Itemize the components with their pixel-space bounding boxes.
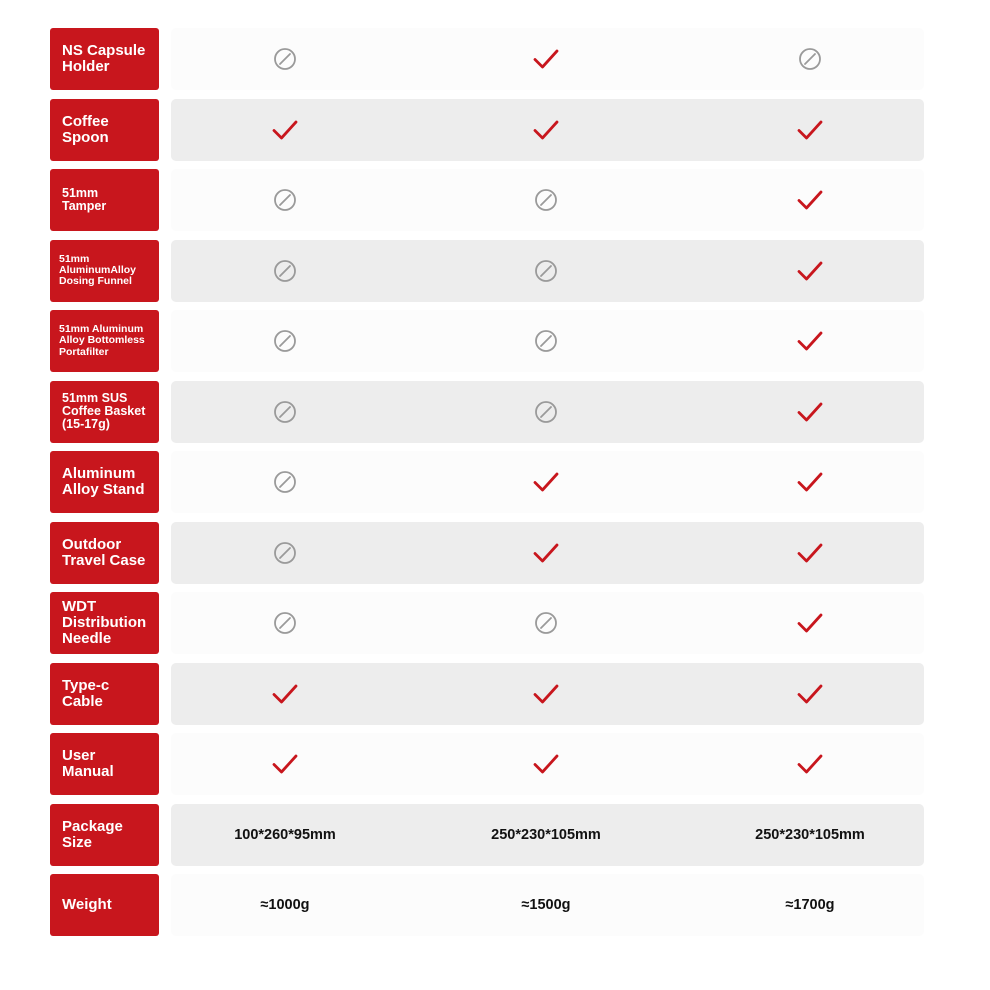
table-cell xyxy=(205,663,365,725)
table-cell xyxy=(466,310,626,372)
table-cell xyxy=(466,28,626,90)
table-cell xyxy=(466,169,626,231)
table-row xyxy=(50,592,924,654)
table-cell xyxy=(466,874,626,936)
table-cell xyxy=(205,522,365,584)
table-row xyxy=(50,240,924,302)
not-available-icon xyxy=(271,539,299,567)
row-label: Type-c Cable xyxy=(50,663,159,725)
checkmark-icon xyxy=(796,398,824,426)
table-row xyxy=(50,522,924,584)
table-cell xyxy=(205,169,365,231)
table-cell xyxy=(730,169,890,231)
table-cell xyxy=(730,522,890,584)
table-cell xyxy=(466,522,626,584)
row-label: Coffee Spoon xyxy=(50,99,159,161)
table-cell xyxy=(205,310,365,372)
row-label: NS Capsule Holder xyxy=(50,28,159,90)
checkmark-icon xyxy=(532,116,560,144)
cell-value: ≈1000g xyxy=(260,897,310,913)
table-cell xyxy=(205,592,365,654)
table-row xyxy=(50,310,924,372)
table-row xyxy=(50,381,924,443)
table-cell xyxy=(466,381,626,443)
not-available-icon xyxy=(271,327,299,355)
table-cell xyxy=(205,451,365,513)
table-cell xyxy=(730,381,890,443)
table-cell xyxy=(205,733,365,795)
checkmark-icon xyxy=(796,116,824,144)
table-cell xyxy=(730,28,890,90)
table-cell xyxy=(730,733,890,795)
checkmark-icon xyxy=(796,609,824,637)
not-available-icon xyxy=(532,609,560,637)
table-cell xyxy=(466,451,626,513)
table-row xyxy=(50,874,924,936)
not-available-icon xyxy=(796,45,824,73)
row-label: Aluminum Alloy Stand xyxy=(50,451,159,513)
not-available-icon xyxy=(271,186,299,214)
table-cell xyxy=(730,592,890,654)
table-row xyxy=(50,169,924,231)
table-cell xyxy=(205,381,365,443)
row-label: 51mm Aluminum Alloy Bottomless Portafilter xyxy=(50,310,159,372)
cell-value: 100*260*95mm xyxy=(234,826,336,843)
checkmark-icon xyxy=(271,116,299,144)
checkmark-icon xyxy=(796,257,824,285)
not-available-icon xyxy=(532,186,560,214)
row-label: WDT Distribution Needle xyxy=(50,592,159,654)
table-row xyxy=(50,733,924,795)
checkmark-icon xyxy=(532,468,560,496)
row-label: Outdoor Travel Case xyxy=(50,522,159,584)
row-label: 51mm SUS Coffee Basket (15-17g) xyxy=(50,381,159,443)
not-available-icon xyxy=(532,398,560,426)
table-cell xyxy=(466,240,626,302)
checkmark-icon xyxy=(532,750,560,778)
checkmark-icon xyxy=(532,45,560,73)
cell-value: ≈1500g xyxy=(521,897,571,913)
table-cell xyxy=(730,663,890,725)
row-label: 51mm Tamper xyxy=(50,169,159,231)
table-cell xyxy=(205,99,365,161)
checkmark-icon xyxy=(796,539,824,567)
table-cell xyxy=(730,874,890,936)
not-available-icon xyxy=(271,257,299,285)
table-row xyxy=(50,99,924,161)
table-row xyxy=(50,28,924,90)
checkmark-icon xyxy=(796,468,824,496)
cell-value: ≈1700g xyxy=(785,897,835,913)
not-available-icon xyxy=(271,468,299,496)
not-available-icon xyxy=(271,45,299,73)
row-label: User Manual xyxy=(50,733,159,795)
table-cell xyxy=(466,733,626,795)
table-cell xyxy=(205,240,365,302)
checkmark-icon xyxy=(796,327,824,355)
row-label: 51mm AluminumAlloy Dosing Funnel xyxy=(50,240,159,302)
cell-value: 250*230*105mm xyxy=(491,826,601,843)
checkmark-icon xyxy=(796,186,824,214)
table-cell xyxy=(466,592,626,654)
table-cell xyxy=(205,28,365,90)
not-available-icon xyxy=(532,327,560,355)
row-label: Weight xyxy=(50,874,159,936)
table-row xyxy=(50,451,924,513)
table-cell xyxy=(466,99,626,161)
row-label: Package Size xyxy=(50,804,159,866)
not-available-icon xyxy=(532,257,560,285)
table-row xyxy=(50,804,924,866)
checkmark-icon xyxy=(271,680,299,708)
checkmark-icon xyxy=(796,750,824,778)
table-cell xyxy=(730,240,890,302)
table-cell xyxy=(730,99,890,161)
checkmark-icon xyxy=(796,680,824,708)
checkmark-icon xyxy=(532,539,560,567)
table-cell xyxy=(730,310,890,372)
table-cell xyxy=(205,874,365,936)
not-available-icon xyxy=(271,609,299,637)
not-available-icon xyxy=(271,398,299,426)
cell-value: 250*230*105mm xyxy=(755,826,865,843)
table-cell xyxy=(730,451,890,513)
table-cell xyxy=(466,804,626,866)
checkmark-icon xyxy=(532,680,560,708)
table-row xyxy=(50,663,924,725)
table-cell xyxy=(205,804,365,866)
table-cell xyxy=(466,663,626,725)
table-cell xyxy=(730,804,890,866)
checkmark-icon xyxy=(271,750,299,778)
